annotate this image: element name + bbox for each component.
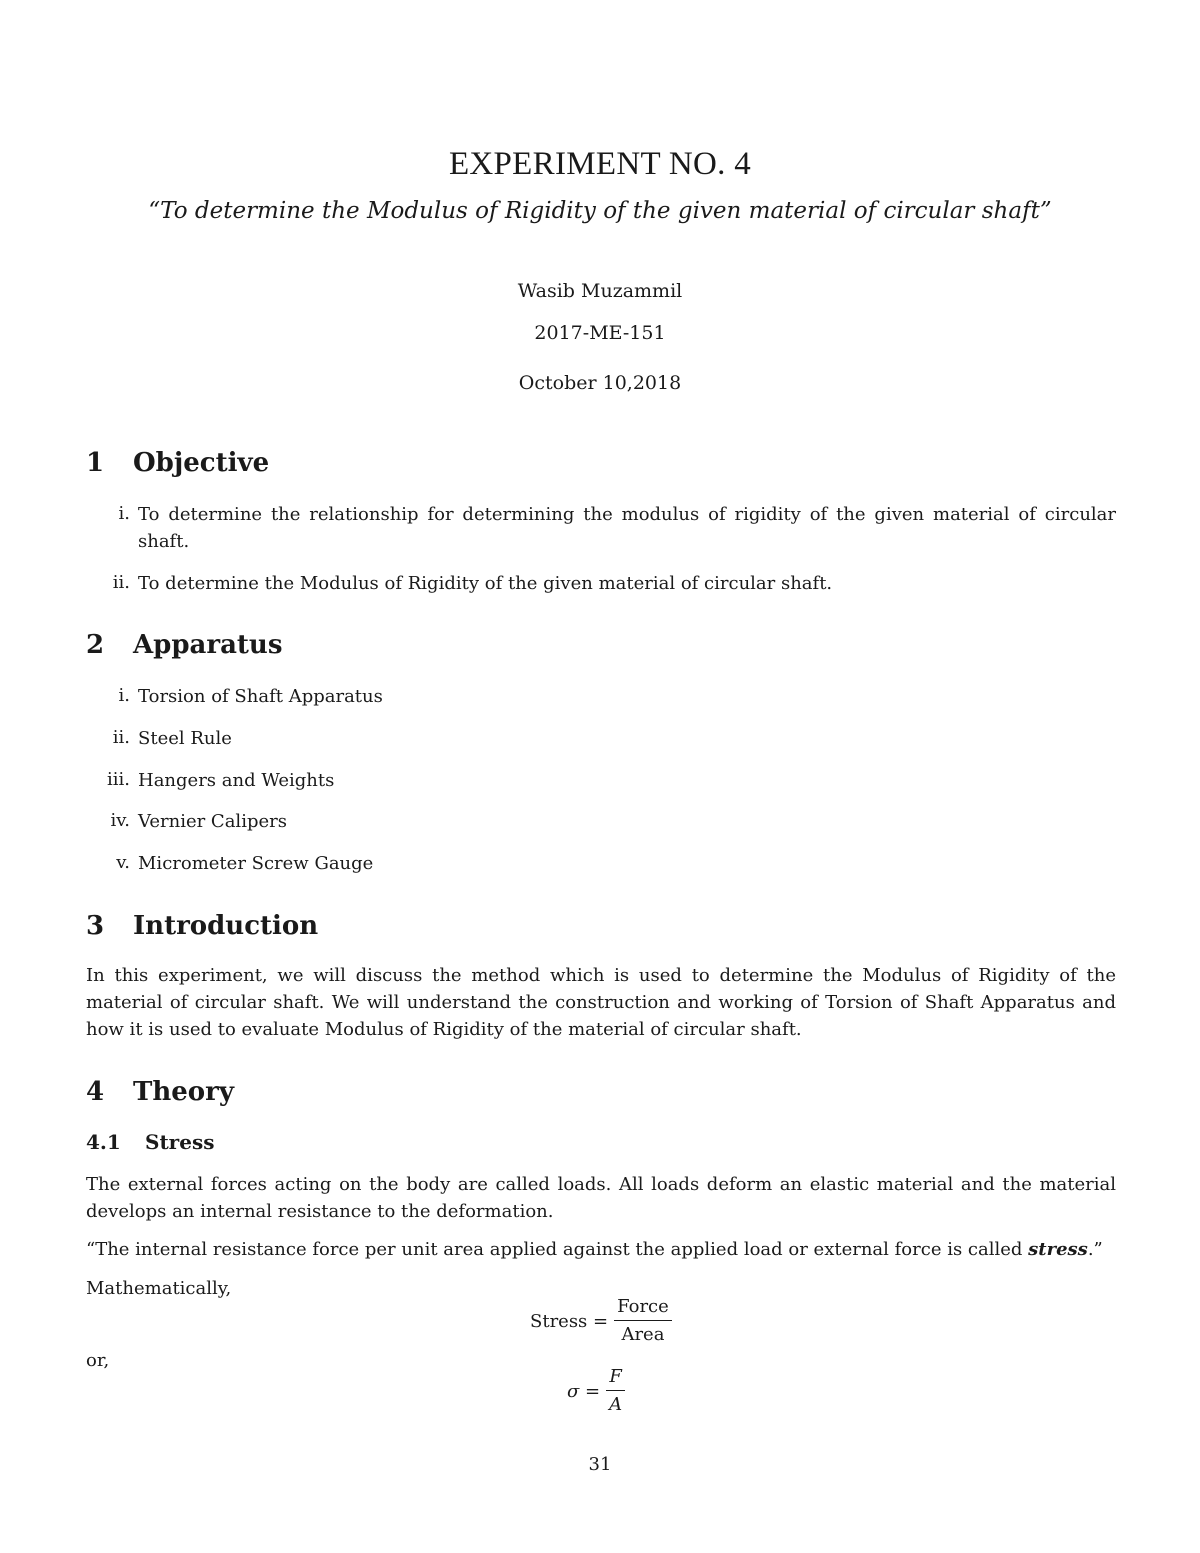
section-number: 3 (86, 911, 105, 941)
fraction-denominator: Area (621, 1324, 665, 1345)
list-item-marker: ii. (112, 572, 130, 593)
mathematically-label: Mathematically, (86, 1278, 232, 1299)
list-item-marker: iii. (107, 769, 130, 790)
section-heading-theory (86, 1077, 234, 1107)
equation-lhs: Stress = (530, 1310, 609, 1332)
list-item-marker: i. (118, 503, 130, 524)
section-heading-objective (86, 448, 269, 478)
subsection-number: 4.1 (86, 1130, 121, 1154)
section-title: Objective (133, 448, 270, 478)
sigma-equation (567, 1366, 625, 1416)
list-item: Torsion of Shaft Apparatus (138, 686, 383, 707)
registration-number: 2017-ME-151 (534, 322, 666, 344)
fraction (606, 1366, 625, 1416)
list-item: Vernier Calipers (138, 811, 287, 832)
list-item-marker: ii. (112, 727, 130, 748)
section-number: 1 (86, 448, 105, 478)
list-item: To determine the Modulus of Rigidity of the given material of circular shaft. (138, 573, 833, 594)
list-item-marker: iv. (110, 810, 130, 831)
list-item: Steel Rule (138, 728, 232, 749)
fraction-numerator: F (606, 1366, 625, 1391)
section-number: 4 (86, 1077, 105, 1107)
list-item: Micrometer Screw Gauge (138, 853, 374, 874)
fraction-denominator: A (609, 1394, 623, 1415)
list-item-marker: v. (116, 852, 130, 873)
author-name: Wasib Muzammil (517, 280, 683, 302)
list-item: Hangers and Weights (138, 770, 335, 791)
or-label: or, (86, 1350, 110, 1371)
equation-lhs: σ = (567, 1380, 601, 1402)
experiment-title: EXPERIMENT NO. 4 (448, 146, 752, 182)
introduction-paragraph: In this experiment, we will discuss the method which is used to determine the Modulus of Rigidity of the material of circular shaft. We will understand the construction and working of Torsion of Shaft Apparatus and how it is used to evaluate Modulus of Rigidity of the material of circular shaft. (86, 965, 1116, 1040)
subsection-heading-stress (86, 1130, 214, 1154)
section-title: Introduction (133, 911, 319, 941)
fraction (614, 1296, 672, 1346)
definition-end: .” (1087, 1239, 1103, 1260)
section-title: Apparatus (133, 630, 283, 660)
stress-equation (530, 1296, 672, 1346)
stress-definition (86, 1236, 1116, 1263)
list-item-marker: i. (118, 685, 130, 706)
experiment-subtitle: “To determine the Modulus of Rigidity of the given material of circular shaft” (148, 198, 1052, 224)
list-item: To determine the relationship for determining the modulus of rigidity of the given material of circular shaft. (138, 504, 1116, 552)
report-date: October 10,2018 (518, 372, 682, 394)
definition-text: “The internal resistance force per unit area applied against the applied load or external force is called (86, 1239, 1029, 1260)
page-number: 31 (588, 1454, 612, 1475)
fraction-numerator: Force (614, 1296, 672, 1321)
subsection-title: Stress (145, 1130, 215, 1154)
section-heading-introduction (86, 911, 318, 941)
definition-term: stress (1028, 1239, 1088, 1260)
stress-paragraph: The external forces acting on the body are called loads. All loads deform an elastic material and the material develops an internal resistance to the deformation. (86, 1174, 1116, 1222)
section-title: Theory (133, 1077, 234, 1107)
section-heading-apparatus (86, 630, 282, 660)
section-number: 2 (86, 630, 105, 660)
